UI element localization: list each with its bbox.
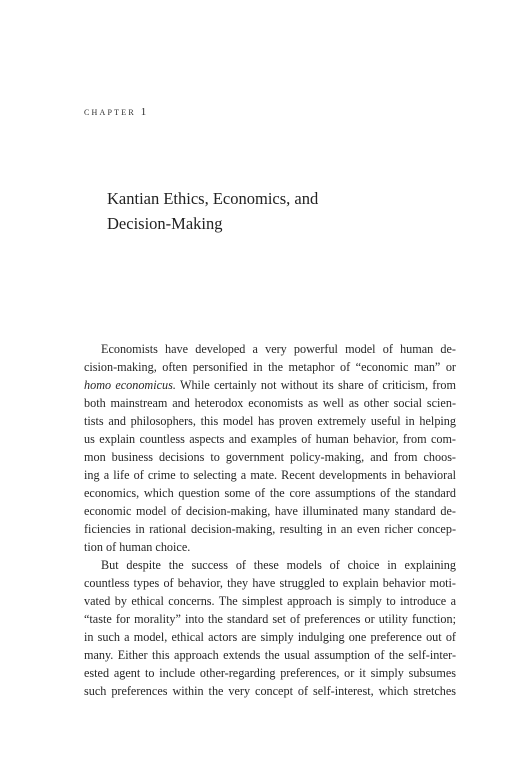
chapter-label: chapter 1 bbox=[84, 106, 149, 118]
text-line: in such a model, ethical actors are simply indulging one preference out of bbox=[84, 630, 456, 644]
body-text bbox=[84, 340, 456, 700]
text-line: mon business decisions to government policy-making, and from choos- bbox=[84, 450, 456, 464]
text-line: Economists have developed a very powerful model of human de- bbox=[101, 342, 456, 356]
text-line: many. Either this approach extends the usual assumption of the self-inter- bbox=[84, 648, 456, 662]
text-line: vated by ethical concerns. The simplest approach is simply to introduce a bbox=[84, 594, 456, 608]
italic-term: homo economicus. bbox=[84, 378, 176, 392]
text-line: But despite the success of these models of choice in explaining bbox=[101, 558, 456, 572]
paragraph bbox=[84, 340, 456, 556]
chapter-title-line: Decision-Making bbox=[107, 214, 223, 233]
text-line: tion of human choice. bbox=[84, 540, 191, 554]
paragraph bbox=[84, 556, 456, 700]
chapter-title-line: Kantian Ethics, Economics, and bbox=[107, 189, 319, 208]
text-line: both mainstream and heterodox economists as well as other social scien- bbox=[84, 396, 456, 410]
text-line: such preferences within the very concept of self-interest, which stretches bbox=[84, 684, 456, 698]
text-line: countless types of behavior, they have struggled to explain behavior moti- bbox=[84, 576, 456, 590]
text-line: economics, which question some of the core assumptions of the standard bbox=[84, 486, 456, 500]
text-line: ested agent to include other-regarding preferences, or it simply subsumes bbox=[84, 666, 456, 680]
text-line: cision-making, often personified in the metaphor of “economic man” or bbox=[84, 360, 456, 374]
text-fragment: While certainly not without its share of criticism, from bbox=[175, 378, 456, 392]
chapter-title bbox=[107, 186, 467, 236]
text-line: “taste for morality” into the standard set of preferences or utility function; bbox=[84, 612, 456, 626]
text-line: tists and philosophers, this model has proven extremely useful in helping bbox=[84, 414, 456, 428]
text-line: economic model of decision-making, have illuminated many standard de- bbox=[84, 504, 456, 518]
text-line: ing a life of crime to selecting a mate. Recent developments in behavioral bbox=[84, 468, 456, 482]
text-line bbox=[84, 376, 456, 394]
text-line: us explain countless aspects and examples of human behavior, from com- bbox=[84, 432, 456, 446]
text-line: ficiencies in rational decision-making, resulting in an even richer concep- bbox=[84, 522, 456, 536]
